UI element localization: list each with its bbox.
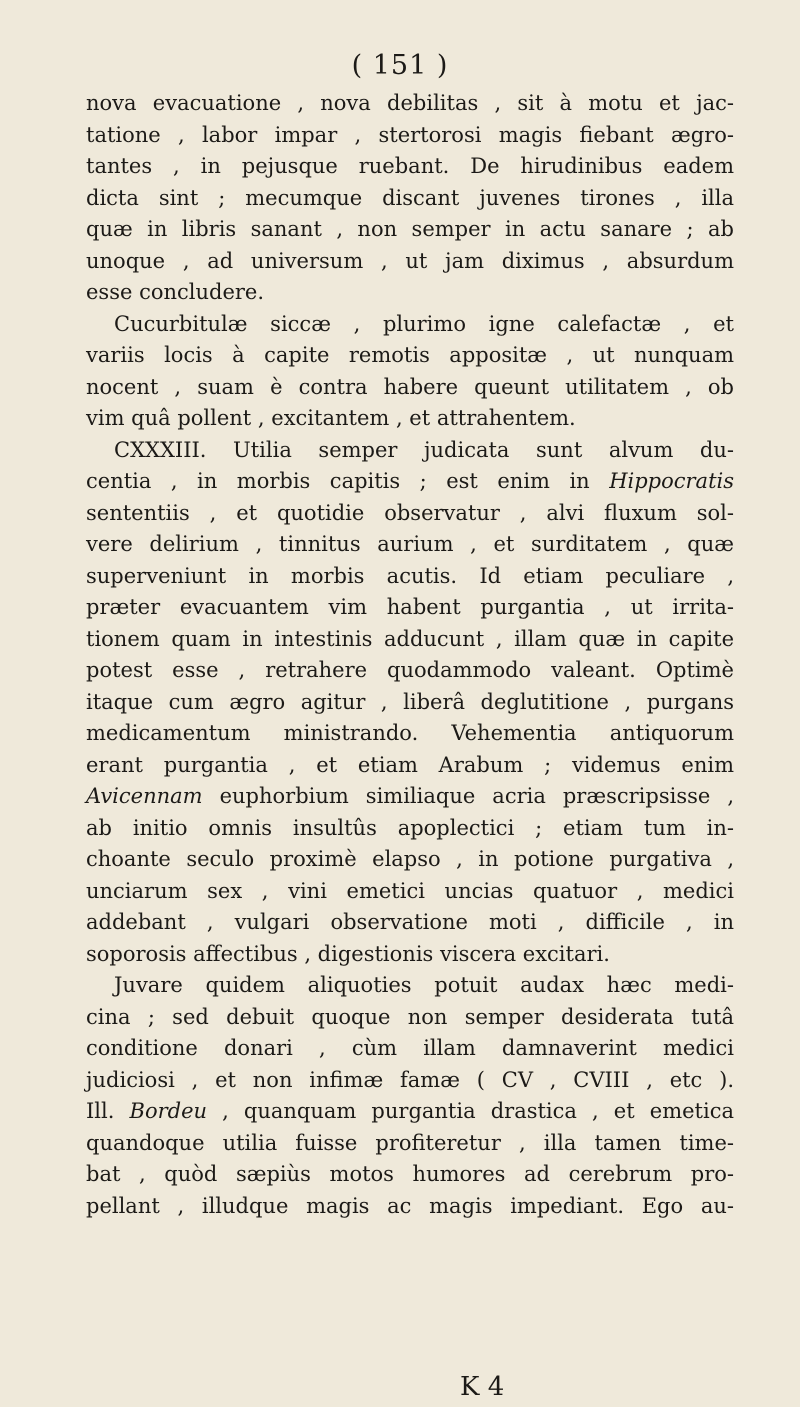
text-line: vere delirium , tinnitus aurium , et surditatem , quæ: [86, 532, 734, 556]
text-line: judiciosi , et non infimæ famæ ( CV , CVIII , etc ).: [86, 1067, 734, 1092]
text-line: pellant , illudque magis ac magis impediant. Ego au-: [86, 1193, 734, 1218]
italic-name-bordeu: Bordeu: [129, 1099, 208, 1123]
text-line: nova evacuatione , nova debilitas , sit à motu et jac-: [86, 91, 734, 115]
text-line: itaque cum ægro agitur , liberâ deglutitione , purgans: [86, 689, 734, 714]
text-line: centia , in morbis capitis ; est enim in Hippocratis: [86, 469, 734, 493]
text-line: Avicennam euphorbium similiaque acria præscripsisse ,: [86, 784, 734, 808]
text-line: tionem quam in intestinis adducunt , illam quæ in capite: [86, 626, 734, 651]
text-line: ab initio omnis insultûs apoplectici ; etiam tum in-: [86, 815, 734, 840]
text-line: Cucurbitulæ siccæ , plurimo igne calefactæ , et: [114, 311, 734, 336]
text-line: addebant , vulgari observatione moti , difficile , in: [86, 910, 734, 934]
text-line: CXXXIII. Utilia semper judicata sunt alvum du-: [114, 437, 734, 462]
italic-name-avicennam: Avicennam: [86, 784, 203, 808]
text-line: præter evacuantem vim habent purgantia , ut irrita-: [86, 595, 734, 619]
text-line: dicta sint ; mecumque discant juvenes tirones , illa: [86, 185, 734, 210]
text-line: bat , quòd sæpiùs motos humores ad cerebrum pro-: [86, 1162, 734, 1186]
text-line: medicamentum ministrando. Vehementia antiquorum: [86, 721, 734, 745]
italic-name-hippocratis: Hippocratis: [609, 469, 734, 493]
text-line: unoque , ad universum , ut jam diximus , absurdum: [86, 248, 734, 273]
text-line: conditione donari , cùm illam damnaverint medici: [86, 1036, 734, 1060]
text-line: superveniunt in morbis acutis. Id etiam peculiare ,: [86, 563, 734, 588]
text-line: cina ; sed debuit quoque non semper desiderata tutâ: [86, 1004, 734, 1029]
text-line: variis locis à capite remotis appositæ , ut nunquam: [86, 343, 734, 367]
text-line: vim quâ pollent , excitantem , et attrahentem.: [86, 406, 576, 430]
text-line: nocent , suam è contra habere queunt utilitatem , ob: [86, 374, 734, 399]
text-line: tantes , in pejusque ruebant. De hirudinibus eadem: [86, 154, 734, 178]
text-line: choante seculo proximè elapso , in potione purgativa ,: [86, 847, 734, 871]
page-number: ( 151 ): [351, 50, 449, 81]
text-line: potest esse , retrahere quodammodo valeant. Optimè: [86, 658, 734, 682]
text-line: unciarum sex , vini emetici uncias quatuor , medici: [86, 878, 734, 903]
text-line: Juvare quidem aliquoties potuit audax hæc medi-: [114, 973, 734, 997]
text-line: quæ in libris sanant , non semper in actu sanare ; ab: [86, 217, 734, 241]
text-line: soporosis affectibus , digestionis viscera excitari.: [86, 941, 610, 966]
text-line: sententiis , et quotidie observatur , alvi fluxum sol-: [86, 500, 734, 525]
text-line: erant purgantia , et etiam Arabum ; videmus enim: [86, 752, 734, 777]
body-text: [86, 88, 734, 1222]
text-line: tatione , labor impar , stertorosi magis fiebant ægro-: [86, 122, 734, 147]
text-line: Ill. Bordeu , quanquam purgantia drastica , et emetica: [86, 1099, 734, 1123]
signature-mark: K 4: [460, 1372, 505, 1402]
text-line: esse concludere.: [86, 280, 265, 304]
text-line: quandoque utilia fuisse profiteretur , illa tamen time-: [86, 1130, 734, 1155]
